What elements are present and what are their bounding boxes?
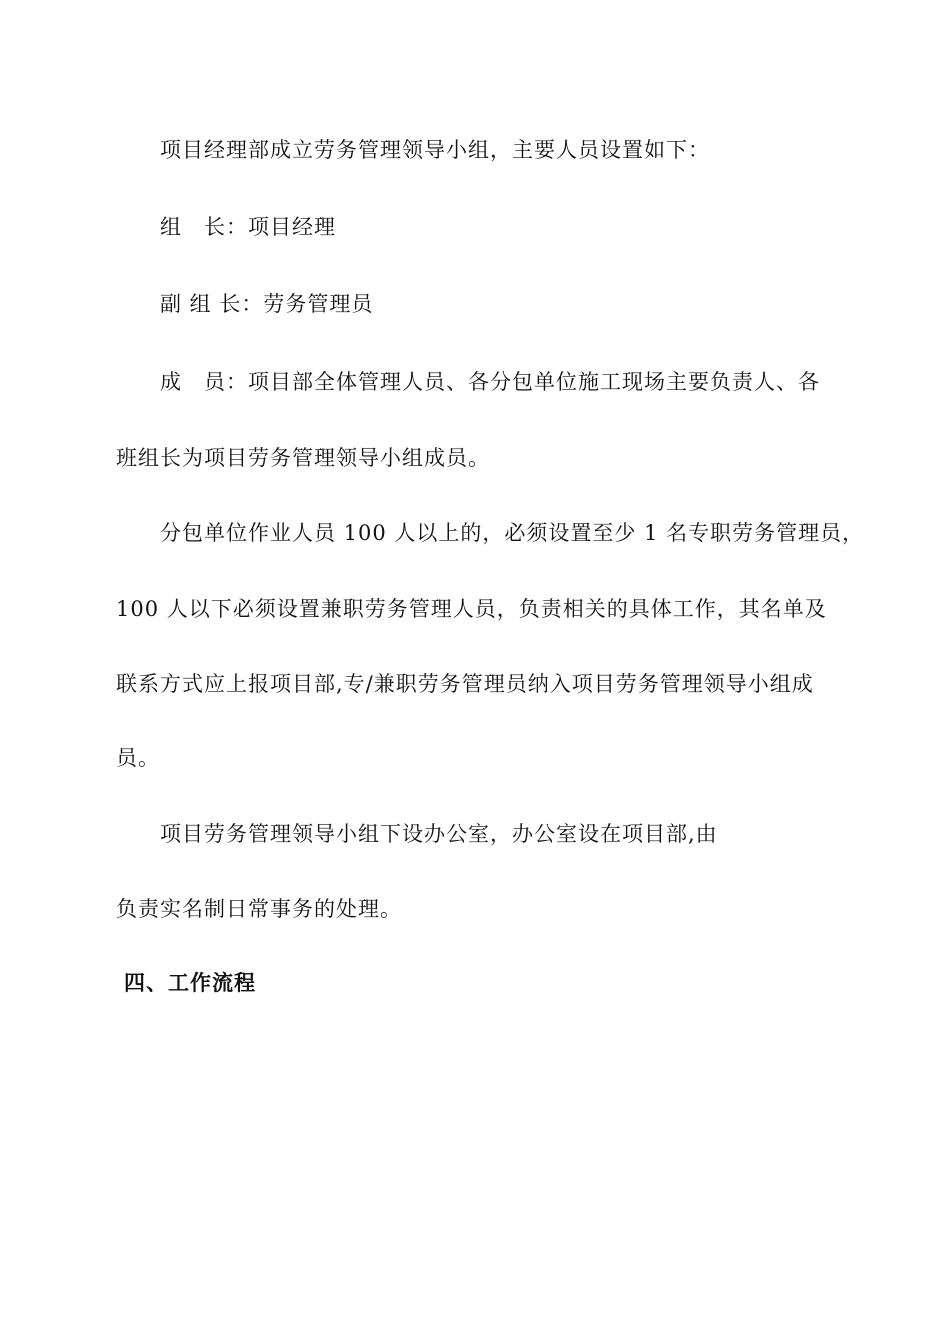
deputy-leader-line: 副 组 长：劳务管理员 — [160, 292, 374, 316]
section-heading: 四、工作流程 — [124, 970, 256, 995]
intro-paragraph: 项目经理部成立劳务管理领导小组，主要人员设置如下： — [160, 138, 710, 162]
subcontract-line-3: 联系方式应上报项目部,专/兼职劳务管理员纳入项目劳务管理领导小组成 — [116, 672, 814, 696]
subcontract-line-1: 分包单位作业人员 100 人以上的，必须设置至少 1 名专职劳务管理员， — [160, 521, 865, 545]
subcontract-line-2: 100 人以下必须设置兼职劳务管理人员，负责相关的具体工作，其名单及 — [116, 597, 827, 621]
office-line-1: 项目劳务管理领导小组下设办公室，办公室设在项目部,由 — [160, 822, 718, 846]
office-line-2: 负责实名制日常事务的处理。 — [116, 897, 402, 921]
members-line-1: 成 员：项目部全体管理人员、各分包单位施工现场主要负责人、各 — [160, 370, 820, 394]
subcontract-line-4: 员。 — [116, 746, 160, 770]
leader-line: 组 长：项目经理 — [160, 215, 336, 239]
members-line-2: 班组长为项目劳务管理领导小组成员。 — [116, 446, 490, 470]
